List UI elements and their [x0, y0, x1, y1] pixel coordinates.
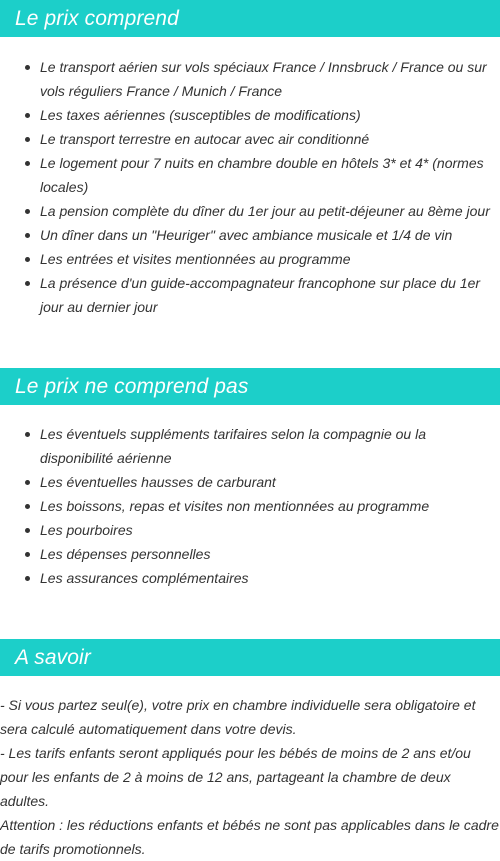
section-header — [0, 639, 500, 676]
section-header — [0, 368, 500, 405]
list-item: Les pourboires — [40, 518, 500, 542]
list-item: Les éventuels suppléments tarifaires selon la compagnie ou la disponibilité aérienne — [40, 422, 500, 470]
info-line: - Si vous partez seul(e), votre prix en chambre individuelle sera obligatoire et sera calculé automatiquement dans votre devis. — [0, 697, 476, 737]
section-price-includes — [0, 0, 500, 319]
list-item: Les assurances complémentaires — [40, 566, 500, 590]
list-item: Un dîner dans un "Heuriger" avec ambiance musicale et 1/4 de vin — [40, 223, 500, 247]
section-price-excludes — [0, 368, 500, 590]
section-title: Le prix ne comprend pas — [15, 374, 249, 398]
included-list — [0, 55, 500, 319]
info-line: Attention : les réductions enfants et bébés ne sont pas applicables dans le cadre de tarifs promotionnels. — [0, 817, 499, 857]
info-line: - Les tarifs enfants seront appliqués pour les bébés de moins de 2 ans et/ou pour les enfants de 2 à moins de 12 ans, partageant la chambre de deux adultes. — [0, 745, 471, 809]
section-title: A savoir — [15, 645, 91, 669]
list-item: Les dépenses personnelles — [40, 542, 500, 566]
list-item: Le logement pour 7 nuits en chambre double en hôtels 3* et 4* (normes locales) — [40, 151, 500, 199]
list-item: Le transport aérien sur vols spéciaux France / Innsbruck / France ou sur vols réguliers France / Munich / France — [40, 55, 500, 103]
list-item: Le transport terrestre en autocar avec air conditionné — [40, 127, 500, 151]
list-item: Les éventuelles hausses de carburant — [40, 470, 500, 494]
list-item: La pension complète du dîner du 1er jour au petit-déjeuner au 8ème jour — [40, 199, 500, 223]
section-title: Le prix comprend — [15, 6, 179, 30]
section-header — [0, 0, 500, 37]
excluded-list — [0, 422, 500, 590]
section-good-to-know — [0, 639, 500, 861]
info-paragraphs — [0, 693, 500, 861]
list-item: Les entrées et visites mentionnées au programme — [40, 247, 500, 271]
list-item: Les taxes aériennes (susceptibles de modifications) — [40, 103, 500, 127]
list-item: La présence d'un guide-accompagnateur francophone sur place du 1er jour au dernier jour — [40, 271, 500, 319]
list-item: Les boissons, repas et visites non mentionnées au programme — [40, 494, 500, 518]
